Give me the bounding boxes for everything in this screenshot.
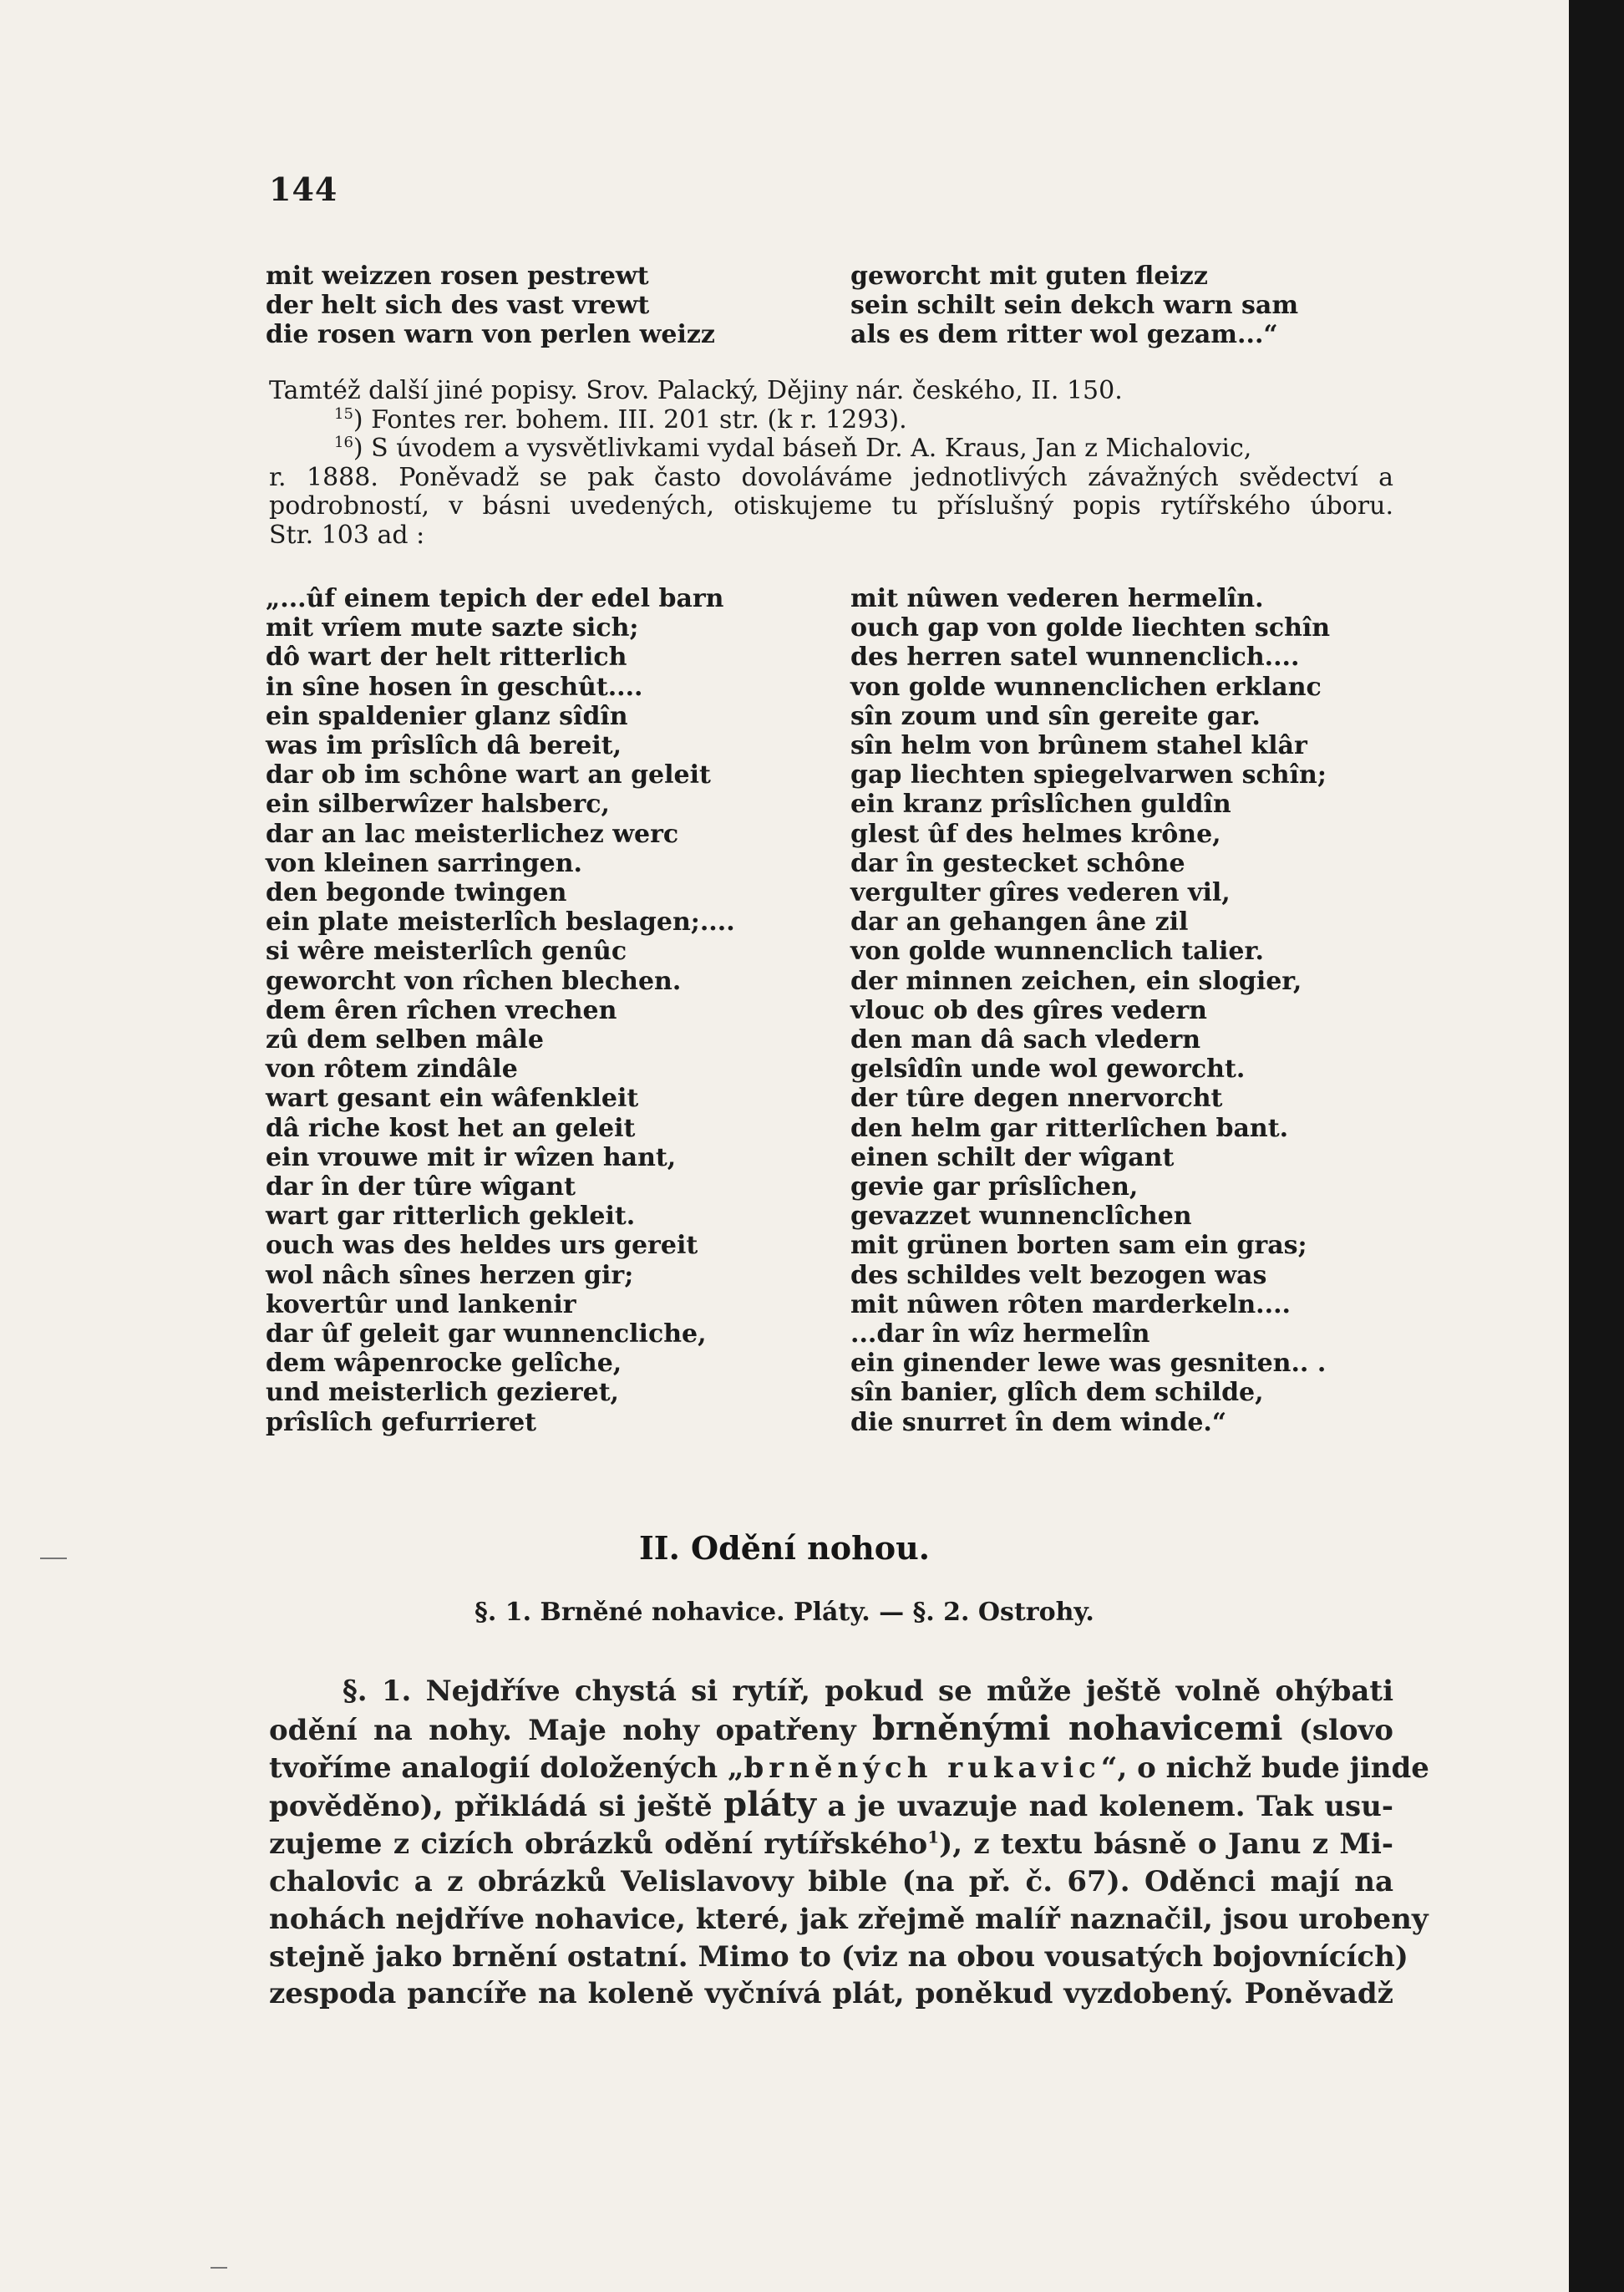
verse-line: ouch gap von golde liechten schîn [850, 613, 1331, 643]
verse-line: dar an lac meisterlichez werc [266, 819, 679, 849]
footnote-text: ) Fontes rer. bohem. III. 201 str. (k r. 1293). [353, 404, 907, 435]
verse-line: der minnen zeichen, ein slogier, [850, 966, 1302, 996]
verse-line: von golde wunnenclichen erklanc [850, 672, 1322, 702]
body-line: §. 1. Nejdříve chystá si rytíř, pokud se může ještě volně ohýbati [343, 1675, 1393, 1708]
page-number: 144 [269, 170, 338, 208]
emphasis-term: brněnými nohavicemi [872, 1708, 1283, 1748]
verse-line: sîn zoum und sîn gereite gar. [850, 701, 1261, 731]
body-paragraph [269, 1673, 1429, 2013]
verse-line: gap liechten spiegelvarwen schîn; [850, 760, 1327, 790]
section-subtitle: §. 1. Brněné nohavice. Pláty. — §. 2. Ostrohy. [475, 1598, 1094, 1627]
body-text-run: pověděno), přikládá si ještě [269, 1790, 724, 1824]
footnote-marker: 16 [334, 434, 353, 451]
verse-line: „...ûf einem tepich der edel barn [266, 584, 724, 613]
verse-line: und meisterlich gezieret, [266, 1378, 620, 1408]
verse-line: mit weizzen rosen pestrewt [266, 262, 649, 291]
body-line: chalovic a z obrázků Velislavovy bible (na př. č. 67). Oděnci mají na [269, 1864, 1393, 1898]
verse-line: gevie gar prîslîchen, [850, 1172, 1139, 1202]
verse-line: ouch was des heldes urs gereit [266, 1231, 698, 1261]
verse-line: glest ûf des helmes krône, [850, 819, 1221, 849]
footnote-16 [269, 435, 1393, 464]
verse-line: dar ob im schône wart an geleit [266, 760, 711, 790]
verse-line: von rôtem zindâle [266, 1055, 518, 1085]
emphasis-term: pláty [723, 1785, 816, 1825]
verse-line: wol nâch sînes herzen gir; [266, 1260, 634, 1290]
verse-line: ein spaldenier glanz sîdîn [266, 701, 628, 731]
verse-line: wart gesant ein wâfenkleit [266, 1084, 639, 1114]
verse-line: ein plate meisterlîch beslagen;.... [266, 907, 735, 938]
body-line: nohách nejdříve nohavice, které, jak zřejmě malíř naznačil, jsou urobeny [269, 1902, 1429, 1936]
verse-line: ein kranz prîslîchen guldîn [850, 790, 1231, 820]
note-line: Tamtéž další jiné popisy. Srov. Palacký, Dějiny nár. českého, II. 150. [269, 376, 1123, 405]
section-title: II. Odění nohou. [639, 1529, 930, 1567]
top-verse-block [266, 262, 1403, 350]
verse-line: als es dem ritter wol gezam...“ [850, 320, 1278, 350]
verse-line: der tûre degen nnervorcht [850, 1084, 1223, 1114]
footnote-15 [269, 406, 1393, 435]
verse-line: was im prîslîch dâ bereit, [266, 731, 622, 761]
verse-line: einen schilt der wîgant [850, 1142, 1175, 1172]
verse-line: dar an gehangen âne zil [850, 907, 1189, 938]
verse-line: mit nûwen vederen hermelîn. [850, 584, 1264, 613]
body-text-run: (slovo [1282, 1713, 1393, 1747]
verse-line: dô wart der helt ritterlich [266, 643, 627, 673]
body-line [269, 1826, 1393, 1863]
verse-line: mit vrîem mute sazte sich; [266, 613, 639, 643]
note-line: podrobností, v básni uvedených, otiskujeme tu příslušný popis rytířského úboru. [269, 491, 1393, 521]
note-line: r. 1888. Poněvadž se pak často dovoláváme jednotlivých závažných svědectví a [269, 462, 1393, 492]
verse-line: sein schilt sein dekch warn sam [850, 291, 1299, 321]
verse-line: kovertûr und lankenir [266, 1289, 576, 1319]
verse-line: prîslîch gefurrieret [266, 1407, 537, 1437]
body-text-run: zujeme z cizích obrázků odění rytířského [269, 1827, 928, 1862]
body-line [269, 1786, 1393, 1826]
verse-line: si wêre meisterlîch genûc [266, 937, 627, 967]
verse-line: in sîne hosen în geschût.... [266, 672, 643, 702]
top-verse-left-column [266, 262, 850, 350]
body-text-run: odění na nohy. Maje nohy opatřeny [269, 1713, 873, 1747]
footnote-marker: 15 [334, 404, 353, 423]
verse-line: von golde wunnenclich talier. [850, 937, 1264, 967]
verse-line: ein ginender lewe was gesniten.. . [850, 1349, 1327, 1379]
verse-line: vlouc ob des gîres vedern [850, 995, 1207, 1025]
footnote-text: ) S úvodem a vysvětlivkami vydal báseň Dr. A. Kraus, Jan z Michalovic, [353, 434, 1252, 463]
verse-line: den man dâ sach vledern [850, 1025, 1201, 1055]
verse-line: dem êren rîchen vrechen [266, 995, 617, 1025]
verse-line: wart gar ritterlich gekleit. [266, 1202, 636, 1232]
verse-line: gevazzet wunnenclîchen [850, 1202, 1192, 1232]
verse-line: geworcht mit guten fleizz [850, 262, 1208, 291]
verse-line: dar ûf geleit gar wunnencliche, [266, 1319, 707, 1349]
footnote-marker: 1 [927, 1827, 940, 1847]
verse-line: geworcht von rîchen blechen. [266, 966, 682, 996]
note-line: Str. 103 ad : [269, 520, 425, 550]
verse-line: ...dar în wîz hermelîn [850, 1319, 1150, 1349]
verse-line: ein vrouwe mit ir wîzen hant, [266, 1142, 677, 1172]
verse-line: gelsîdîn unde wol geworcht. [850, 1055, 1246, 1085]
verse-line: zû dem selben mâle [266, 1025, 544, 1055]
main-verse-right-column [850, 584, 1403, 1437]
verse-line: dem wâpenrocke gelîche, [266, 1349, 622, 1379]
verse-line: dâ riche kost het an geleit [266, 1113, 636, 1143]
verse-line: ein silberwîzer halsberc, [266, 790, 611, 820]
verse-line: die rosen warn von perlen weizz [266, 320, 715, 350]
verse-line: die snurret în dem winde.“ [850, 1407, 1227, 1437]
verse-line: mit nûwen rôten marderkeln.... [850, 1289, 1291, 1319]
verse-line: vergulter gîres vederen vil, [850, 878, 1231, 908]
verse-line: mit grünen borten sam ein gras; [850, 1231, 1307, 1261]
verse-line: sîn helm von brûnem stahel klâr [850, 731, 1307, 761]
verse-line: den helm gar ritterlîchen bant. [850, 1113, 1289, 1143]
verse-line: den begonde twingen [266, 878, 567, 908]
verse-line: des schildes velt bezogen was [850, 1260, 1267, 1290]
body-text-run: tvoříme analogií doložených „ [269, 1751, 744, 1785]
main-verse-block [266, 584, 1403, 1437]
verse-line: dar în gestecket schône [850, 848, 1185, 878]
body-line: zespoda pancíře na koleně vyčnívá plát, poněkud vyzdobený. Poněvadž [269, 1977, 1393, 2011]
body-line: stejně jako brnění ostatní. Mimo to (viz na obou vousatých bojovnících) [269, 1939, 1408, 1974]
verse-line: dar în der tûre wîgant [266, 1172, 576, 1202]
body-line [269, 1750, 1429, 1787]
body-text-run: “, o nichž bude jinde [1100, 1751, 1429, 1785]
verse-line: von kleinen sarringen. [266, 848, 582, 878]
verse-line: des herren satel wunnenclich.... [850, 643, 1300, 673]
margin-mark [40, 1558, 67, 1559]
main-verse-left-column [266, 584, 850, 1437]
body-line [269, 1710, 1393, 1750]
margin-mark [211, 2267, 227, 2269]
spaced-term: brněných rukavic [743, 1751, 1101, 1785]
body-text-run: ), z textu básně o Janu z Mi- [939, 1827, 1393, 1862]
verse-line: sîn banier, glîch dem schilde, [850, 1378, 1264, 1408]
footnotes [269, 377, 1393, 550]
body-text-run: a je uvazuje nad kolenem. Tak usu- [815, 1790, 1394, 1824]
verse-line: der helt sich des vast vrewt [266, 291, 650, 321]
top-verse-right-column [850, 262, 1403, 350]
